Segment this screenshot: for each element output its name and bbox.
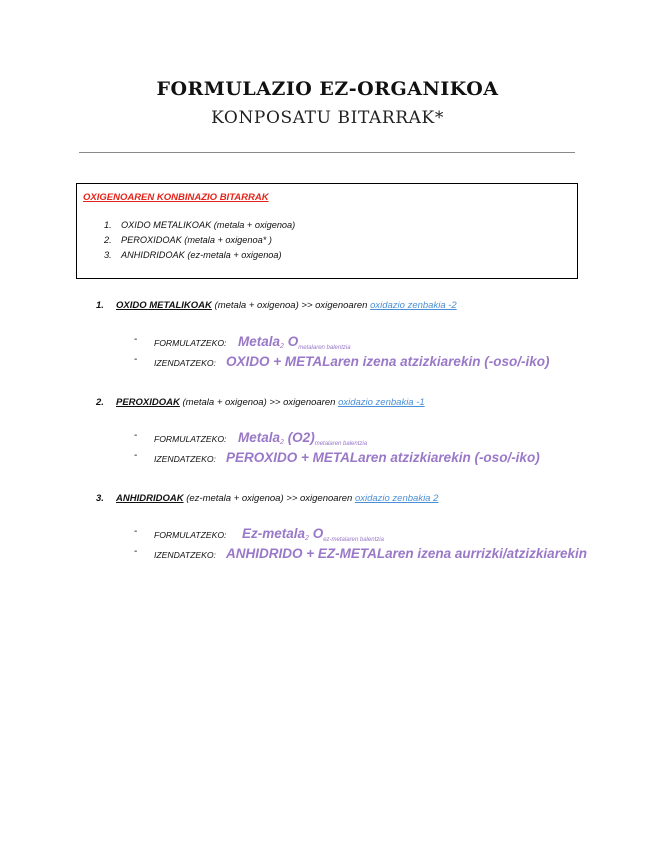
section-name: ANHIDRIDOAK bbox=[116, 493, 184, 504]
section-description: (metala + oxigenoa) >> oxigenoaren bbox=[179, 397, 339, 408]
naming-rule: OXIDO + METALaren izena atzizkiarekin (-oso/-iko) bbox=[226, 354, 550, 369]
formula-main: Ez-metala bbox=[242, 526, 306, 541]
formula-valence-note: ez-metalaren balentzia bbox=[323, 537, 384, 543]
formulatzeko-label: FORMULATZEKO: bbox=[154, 530, 227, 540]
formula-subscript: 2 bbox=[305, 535, 309, 542]
formula-main: Metala bbox=[238, 334, 281, 349]
section-heading bbox=[116, 493, 438, 504]
summary-box bbox=[76, 183, 578, 279]
formula-valence-note: metalaren balentzia bbox=[314, 441, 368, 447]
formulatzeko-label: FORMULATZEKO: bbox=[154, 434, 227, 444]
section-heading bbox=[116, 300, 457, 311]
izendatzeko-row bbox=[0, 354, 655, 374]
list-item-text: OXIDO METALIKOAK (metala + oxigenoa) bbox=[121, 220, 296, 230]
oxidation-number-link[interactable]: oxidazio zenbakia -1 bbox=[338, 397, 425, 408]
list-item-text: ANHIDRIDOAK (ez-metala + oxigenoa) bbox=[121, 250, 282, 260]
summary-heading: OXIGENOAREN KONBINAZIO BITARRAK bbox=[83, 192, 269, 203]
formulatzeko-row bbox=[0, 334, 655, 354]
formula-oxygen: O bbox=[283, 334, 299, 349]
formulatzeko-row bbox=[0, 430, 655, 450]
formula-subscript: 2 bbox=[280, 439, 284, 446]
izendatzeko-label: IZENDATZEKO: bbox=[154, 454, 216, 464]
naming-rule: PEROXIDO + METALaren atzizkiarekin (-oso/-iko) bbox=[226, 450, 540, 465]
formula-subscript: 2 bbox=[280, 343, 284, 350]
bullet-dash: - bbox=[134, 526, 138, 537]
list-item-number: 1. bbox=[104, 220, 112, 230]
formula-value bbox=[242, 526, 384, 543]
bullet-dash: - bbox=[134, 430, 138, 441]
section-name: PEROXIDOAK bbox=[116, 397, 180, 408]
bullet-dash: - bbox=[134, 546, 138, 557]
formula-valence-note: metalaren balentzia bbox=[298, 345, 351, 351]
naming-rule: ANHIDRIDO + EZ-METALaren izena aurrizki/atzizkiarekin bbox=[226, 546, 587, 561]
formulatzeko-label: FORMULATZEKO: bbox=[154, 338, 227, 348]
section-number: 3. bbox=[96, 493, 104, 504]
bullet-dash: - bbox=[134, 334, 138, 345]
document-subtitle: KONPOSATU BITARRAK* bbox=[211, 108, 444, 128]
list-item-number: 3. bbox=[104, 250, 112, 260]
section-description: (metala + oxigenoa) >> oxigenoaren bbox=[211, 300, 371, 311]
izendatzeko-row bbox=[0, 546, 655, 566]
section-description: (ez-metala + oxigenoa) >> oxigenoaren bbox=[183, 493, 355, 504]
section-number: 2. bbox=[96, 397, 104, 408]
bullet-dash: - bbox=[134, 354, 138, 365]
izendatzeko-row bbox=[0, 450, 655, 470]
oxidation-number-link[interactable]: oxidazio zenbakia 2 bbox=[354, 493, 439, 504]
oxidation-number-link[interactable]: oxidazio zenbakia -2 bbox=[370, 300, 457, 311]
izendatzeko-label: IZENDATZEKO: bbox=[154, 358, 216, 368]
list-item-number: 2. bbox=[104, 235, 112, 245]
formula-value bbox=[238, 334, 351, 351]
section-heading bbox=[116, 397, 425, 408]
bullet-dash: - bbox=[134, 450, 138, 461]
formula-oxygen: (O2) bbox=[283, 430, 315, 445]
formula-oxygen: O bbox=[308, 526, 324, 541]
izendatzeko-label: IZENDATZEKO: bbox=[154, 550, 216, 560]
formulatzeko-row bbox=[0, 526, 655, 546]
formula-main: Metala bbox=[238, 430, 281, 445]
list-item-text: PEROXIDOAK (metala + oxigenoa* ) bbox=[121, 235, 272, 245]
section-number: 1. bbox=[96, 300, 104, 311]
title-divider bbox=[79, 152, 575, 153]
section-name: OXIDO METALIKOAK bbox=[116, 300, 212, 311]
formula-value bbox=[238, 430, 367, 447]
document-title: FORMULAZIO EZ-ORGANIKOA bbox=[156, 78, 499, 100]
